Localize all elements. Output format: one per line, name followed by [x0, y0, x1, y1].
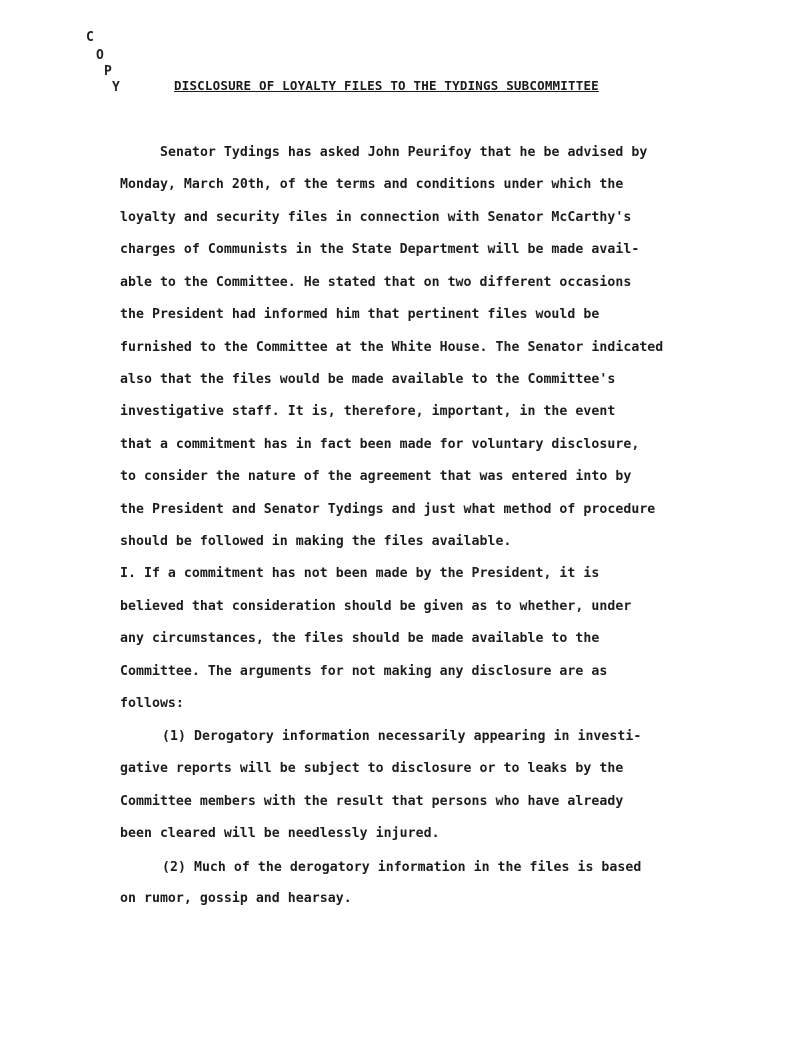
body-line: Committee members with the result that persons who have already: [120, 794, 624, 809]
body-line: Committee. The arguments for not making any disclosure are as: [120, 664, 608, 679]
body-line: Senator Tydings has asked John Peurifoy that he be advised by: [160, 145, 648, 160]
body-line: any circumstances, the files should be made available to the: [120, 631, 600, 646]
body-line: investigative staff. It is, therefore, important, in the event: [120, 404, 616, 419]
body-line: that a commitment has in fact been made for voluntary disclosure,: [120, 437, 640, 452]
copy-stamp-letter-y: Y: [112, 80, 120, 95]
body-line: (1) Derogatory information necessarily appearing in investi-: [162, 729, 642, 744]
body-line: charges of Communists in the State Department will be made avail-: [120, 242, 640, 257]
body-line: on rumor, gossip and hearsay.: [120, 891, 352, 906]
body-line: the President and Senator Tydings and just what method of procedure: [120, 502, 656, 517]
body-line: I. If a commitment has not been made by the President, it is: [120, 566, 600, 581]
body-line: gative reports will be subject to disclosure or to leaks by the: [120, 761, 624, 776]
body-line: been cleared will be needlessly injured.: [120, 826, 440, 841]
body-line: also that the files would be made available to the Committee's: [120, 372, 616, 387]
copy-stamp-letter-o: O: [96, 48, 104, 63]
body-line: Monday, March 20th, of the terms and conditions under which the: [120, 177, 624, 192]
copy-stamp-letter-p: P: [104, 64, 112, 79]
body-line: able to the Committee. He stated that on two different occasions: [120, 275, 632, 290]
body-line: loyalty and security files in connection with Senator McCarthy's: [120, 210, 632, 225]
body-line: furnished to the Committee at the White House. The Senator indicated: [120, 340, 664, 355]
body-line: the President had informed him that pertinent files would be: [120, 307, 600, 322]
body-line: (2) Much of the derogatory information in the files is based: [162, 860, 642, 875]
body-line: believed that consideration should be given as to whether, under: [120, 599, 632, 614]
body-line: to consider the nature of the agreement that was entered into by: [120, 469, 632, 484]
body-line: follows:: [120, 696, 184, 711]
document-title: DISCLOSURE OF LOYALTY FILES TO THE TYDINGS SUBCOMMITTEE: [174, 78, 599, 93]
body-line: should be followed in making the files available.: [120, 534, 512, 549]
copy-stamp-letter-c: C: [86, 30, 94, 45]
